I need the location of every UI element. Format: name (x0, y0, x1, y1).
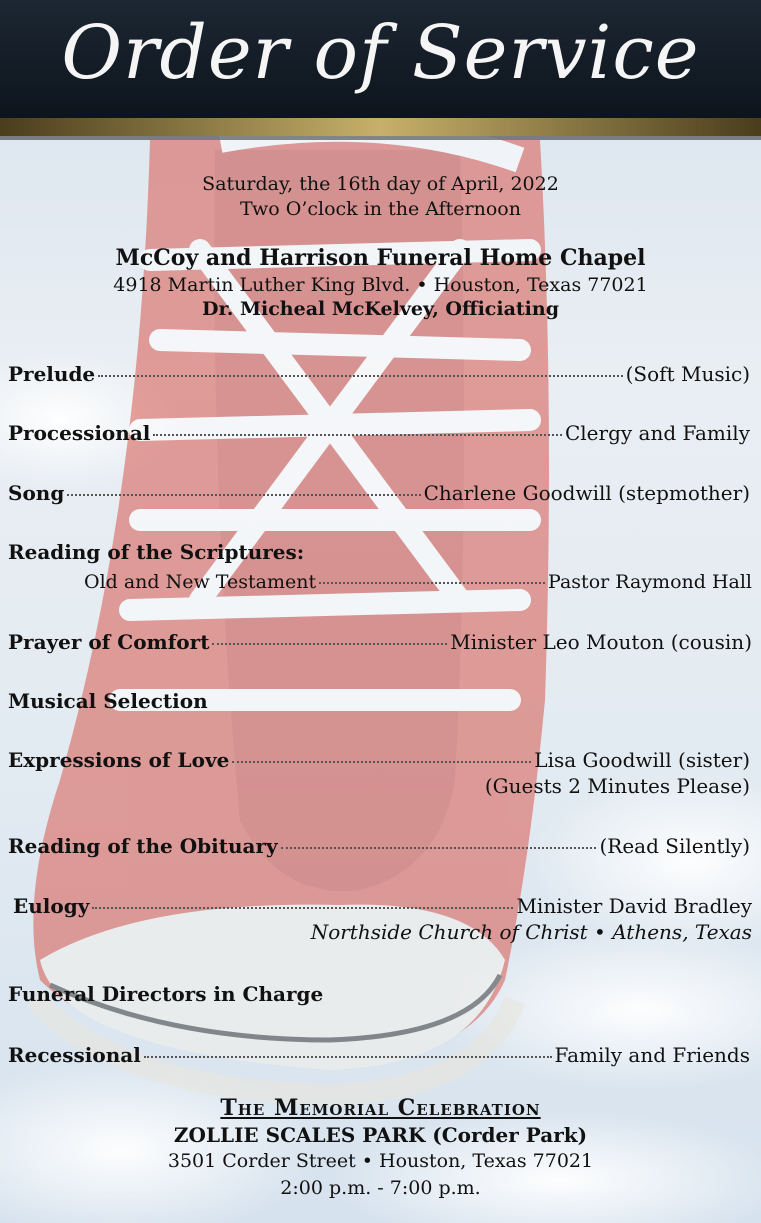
item-label: Eulogy (13, 894, 90, 918)
program-item-scriptures (84, 571, 752, 593)
item-value: Pastor Raymond Hall (548, 571, 752, 593)
program-item-processional (8, 421, 750, 445)
date-line: Saturday, the 16th day of April, 2022 (202, 173, 559, 195)
program-item-eulogy (13, 894, 752, 918)
memorial-park: ZOLLIE SCALES PARK (Corder Park) (173, 1123, 588, 1147)
memorial-address: 3501 Corder Street • Houston, Texas 77021 (167, 1150, 594, 1172)
dot-leader (212, 643, 447, 645)
item-value: Lisa Goodwill (sister) (534, 748, 750, 772)
item-value: (Soft Music) (625, 362, 750, 386)
service-date-block (0, 172, 761, 222)
item-label: Prelude (8, 362, 96, 386)
dot-leader (144, 1056, 552, 1058)
dot-leader (67, 494, 420, 496)
officiant: Dr. Micheal McKelvey, Officiating (202, 298, 559, 320)
item-label: Reading of the Obituary (8, 834, 278, 858)
program-item-musical: Musical Selection (8, 689, 208, 713)
item-label: Recessional (8, 1043, 141, 1067)
dot-leader (98, 375, 622, 377)
venue-address: 4918 Martin Luther King Blvd. • Houston, Texas 77021 (113, 274, 648, 296)
program-item-obituary (8, 834, 750, 858)
program-item-directors: Funeral Directors in Charge (8, 982, 324, 1006)
dot-leader (281, 847, 597, 849)
item-label: Processional (8, 421, 151, 445)
program-item-prelude (8, 362, 750, 386)
item-value: Family and Friends (554, 1043, 750, 1067)
item-value: (Read Silently) (599, 834, 750, 858)
memorial-title: The Memorial Celebration (220, 1095, 541, 1121)
program-item-song (8, 481, 750, 505)
venue-name: McCoy and Harrison Funeral Home Chapel (115, 245, 646, 271)
item-sub-label: Old and New Testament (84, 571, 317, 593)
dot-leader (232, 761, 531, 763)
program-item-expressions (8, 748, 750, 772)
item-value: Minister Leo Mouton (cousin) (450, 630, 752, 654)
memorial-time: 2:00 p.m. - 7:00 p.m. (280, 1177, 481, 1199)
program-item-prayer (8, 630, 752, 654)
item-value: Clergy and Family (564, 421, 750, 445)
program-item-scriptures-label: Reading of the Scriptures: (8, 540, 305, 564)
dot-leader (319, 582, 545, 584)
item-label: Song (8, 481, 65, 505)
page-title: Order of Service (61, 10, 700, 96)
item-value: Minister David Bradley (516, 894, 752, 918)
item-label: Prayer of Comfort (8, 630, 210, 654)
eulogy-church: Northside Church of Christ • Athens, Texas (310, 920, 752, 944)
program-item-recessional (8, 1043, 750, 1067)
item-value: Charlene Goodwill (stepmother) (423, 481, 750, 505)
dot-leader (153, 434, 562, 436)
item-label: Expressions of Love (8, 748, 230, 772)
dot-leader (92, 907, 513, 909)
time-line: Two O’clock in the Afternoon (240, 198, 521, 220)
expressions-note: (Guests 2 Minutes Please) (484, 774, 750, 798)
